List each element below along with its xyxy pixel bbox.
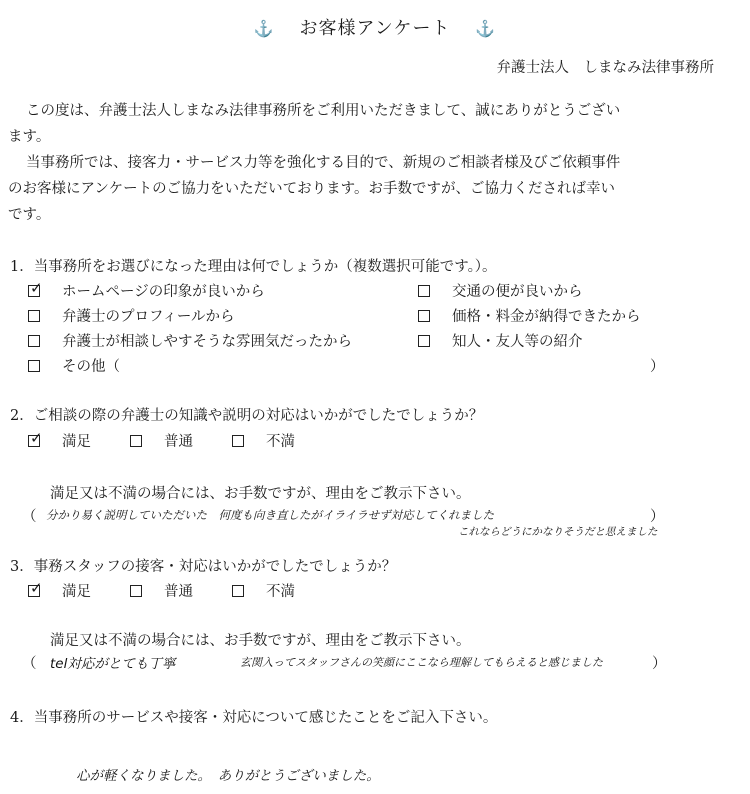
checkbox[interactable] <box>232 435 244 447</box>
q3-handwritten-answer: tel対応がとても丁寧 <box>50 656 176 672</box>
option-label: 弁護士が相談しやすそうな雰囲気だったから <box>62 334 352 350</box>
q1-option-price[interactable] <box>418 305 641 326</box>
intro-text <box>8 98 728 228</box>
checkbox[interactable] <box>28 310 40 322</box>
intro-line: ます。 <box>8 129 51 145</box>
question-1: 1．当事務所をお選びになった理由は何でしょうか（複数選択可能です。）。 <box>10 259 497 275</box>
q2-handwritten-answer-cont: これならどうにかなりそうだと思えました <box>458 526 658 538</box>
intro-line: です。 <box>8 207 51 223</box>
q1-option-atmosphere[interactable] <box>28 330 352 351</box>
option-label: ホームページの印象が良いから <box>62 284 265 300</box>
q2-reason-prompt: 満足又は不満の場合には、お手数ですが、理由をご教示下さい。 <box>50 486 471 502</box>
firm-name: 弁護士法人 しまなみ法律事務所 <box>496 60 714 76</box>
option-label: その他（ <box>62 359 120 375</box>
q1-option-other[interactable] <box>28 355 120 376</box>
intro-line: この度は、弁護士法人しまなみ法律事務所をご利用いただきまして、誠にありがとうござい <box>26 103 621 119</box>
checkbox[interactable] <box>418 310 430 322</box>
q1-option-referral[interactable] <box>418 330 583 351</box>
q1-option-homepage[interactable] <box>28 280 265 301</box>
checkbox[interactable] <box>130 435 142 447</box>
question-4: 4．当事務所のサービスや接客・対応について感じたことをご記入下さい。 <box>10 710 498 726</box>
option-label: 不満 <box>266 584 295 600</box>
q1-option-profile[interactable] <box>28 305 235 326</box>
option-label: 満足 <box>62 584 91 600</box>
checkbox[interactable] <box>232 585 244 597</box>
q2-option-normal[interactable] <box>130 430 193 451</box>
close-paren: ） <box>652 656 667 672</box>
checkbox[interactable] <box>28 360 40 372</box>
anchor-icon: ⚓ <box>253 19 275 38</box>
question-3: 3．事務スタッフの接客・対応はいかがでしたでしょうか？ <box>10 559 397 575</box>
q1-option-transport[interactable] <box>418 280 583 301</box>
close-paren: ） <box>650 509 665 525</box>
question-2: 2．ご相談の際の弁護士の知識や説明の対応はいかがでしたでしょうか？ <box>10 408 484 424</box>
q3-handwritten-answer-cont: 玄関入ってスタッフさんの笑顔にここなら理解してもらえると感じました <box>240 656 603 669</box>
checkbox[interactable] <box>418 335 430 347</box>
survey-title <box>0 14 750 40</box>
option-label: 交通の便が良いから <box>452 284 583 300</box>
option-label: 満足 <box>62 434 91 450</box>
option-label: 価格・料金が納得できたから <box>452 309 641 325</box>
intro-line: 当事務所では、接客力・サービス力等を強化する目的で、新規のご相談者様及びご依頼事件 <box>26 155 621 171</box>
q3-option-satisfied[interactable] <box>28 580 91 601</box>
open-paren: （ <box>22 656 37 672</box>
q2-option-dissatisfied[interactable] <box>232 430 295 451</box>
q3-option-normal[interactable] <box>130 580 193 601</box>
q4-handwritten-answer: 心が軽くなりました。 ありがとうございました。 <box>76 768 380 784</box>
option-label: 不満 <box>266 434 295 450</box>
intro-line: のお客様にアンケートのご協力をいただいております。お手数ですが、ご協力くだされば幸い <box>8 181 615 197</box>
option-label: 知人・友人等の紹介 <box>452 334 583 350</box>
option-label: 弁護士のプロフィールから <box>62 309 235 325</box>
q2-option-satisfied[interactable] <box>28 430 91 451</box>
checkbox[interactable] <box>130 585 142 597</box>
anchor-icon: ⚓ <box>475 19 497 38</box>
q3-reason-prompt: 満足又は不満の場合には、お手数ですが、理由をご教示下さい。 <box>50 633 471 649</box>
option-label: 普通 <box>164 584 193 600</box>
open-paren: （ <box>22 509 37 525</box>
checkbox[interactable] <box>28 335 40 347</box>
q2-handwritten-answer: 分かり易く説明していただいた 何度も向き直したがイライラせず対応してくれました <box>46 508 495 522</box>
title-text: お客様アンケート <box>299 18 451 39</box>
checkbox-checked[interactable] <box>28 585 40 597</box>
close-paren: ） <box>650 359 665 375</box>
checkbox-checked[interactable] <box>28 285 40 297</box>
q3-option-dissatisfied[interactable] <box>232 580 295 601</box>
checkbox[interactable] <box>418 285 430 297</box>
checkbox-checked[interactable] <box>28 435 40 447</box>
option-label: 普通 <box>164 434 193 450</box>
